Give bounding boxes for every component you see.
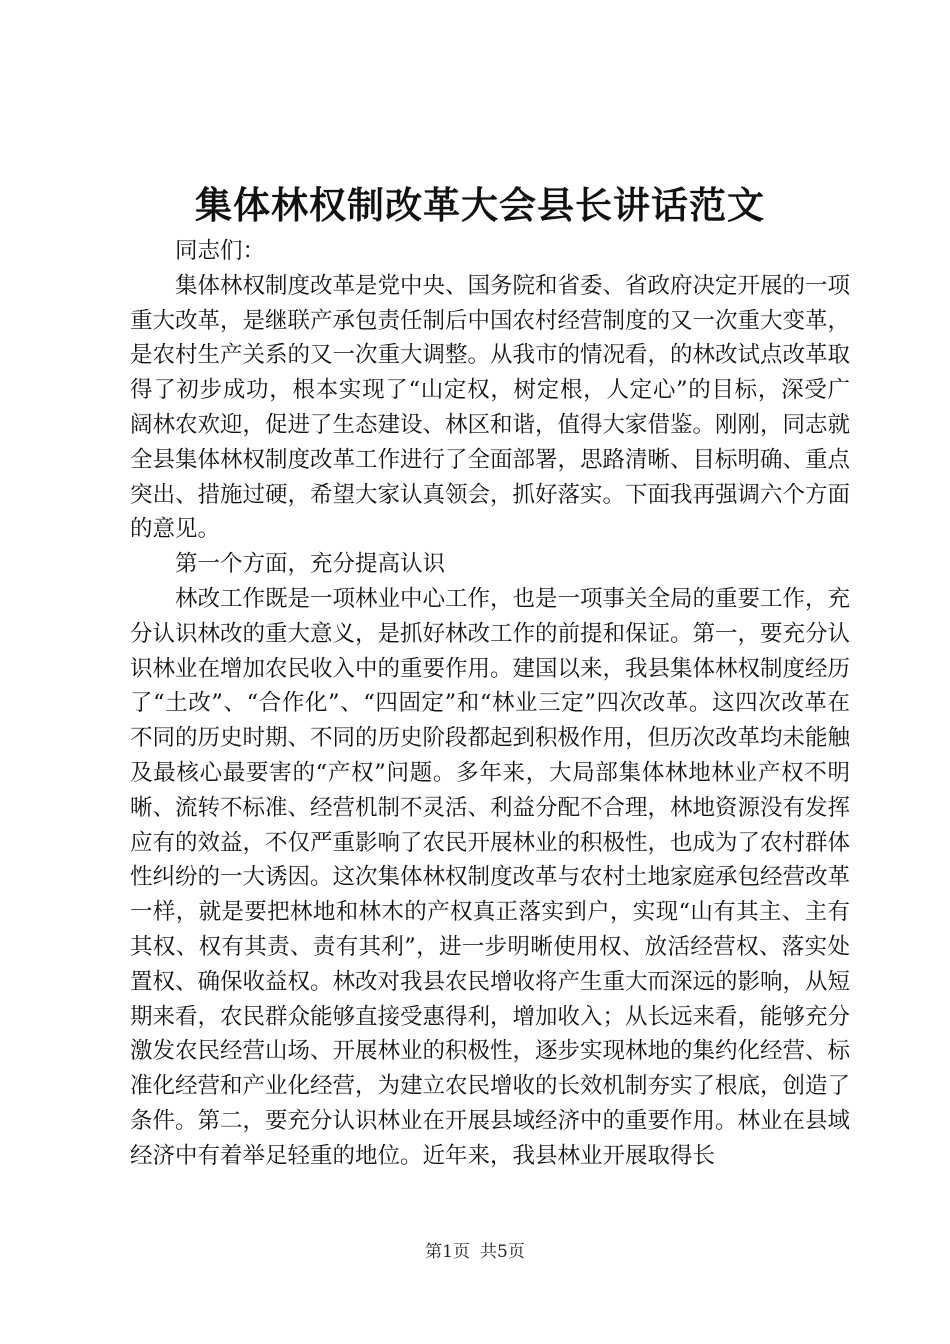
page-footer [0, 1240, 950, 1264]
paragraph: 林改工作既是一项林业中心工作，也是一项事关全局的重要工作，充分认识林改的重大意义，是抓好林改工作的前提和保证。第一，要充分认识林业在增加农民收入中的重要作用。建国以来，我县集体林权制度经历了“土改”、“合作化”、“四固定”和“林业三定”四次改革。这四次改革在不同的历史时期、不同的历史阶段都起到积极作用，但历次改革均未能触及最核心最要害的“产权”问题。多年来，大局部集体林地林业产权不明晰、流转不标准、经营机制不灵活、利益分配不合理，林地资源没有发挥应有的效益，不仅严重影响了农民开展林业的积极性，也成为了农村群体性纠纷的一大诱因。这次集体林权制度改革与农村土地家庭承包经营改革一样，就是要把林地和林木的产权真正落实到户，实现“山有其主、主有其权、权有其责、责有其利”，进一步明晰使用权、放活经营权、落实处置权、确保收益权。林改对我县农民增收将产生重大而深远的影响，从短期来看，农民群众能够直接受惠得利，增加收入；从长远来看，能够充分激发农民经营山场、开展林业的积极性，逐步实现林地的集约化经营、标准化经营和产业化经营，为建立农民增收的长效机制夯实了根底，创造了条件。第二，要充分认识林业在开展县域经济中的重要作用。林业在县域经济中有着举足轻重的地位。近年来，我县林业开展取得长 [130, 585, 851, 1169]
section-heading: 第一个方面，充分提高认识 [175, 551, 446, 578]
paragraph: 集体林权制度改革是党中央、国务院和省委、省政府决定开展的一项重大改革，是继联产承包责任制后中国农村经营制度的又一次重大变革，是农村生产关系的又一次重大调整。从我市的情况看，的林改试点改革取得了初步成功，根本实现了“山定权，树定根，人定心”的目标，深受广阔林农欢迎，促进了生态建设、林区和谐，值得大家借鉴。刚刚，同志就全县集体林权制度改革工作进行了全面部署，思路清晰、目标明确、重点突出、措施过硬，希望大家认真领会，抓好落实。下面我再强调六个方面的意见。 [130, 272, 851, 543]
salutation: 同志们： [175, 238, 266, 264]
page-number-current: 第1页 [425, 1242, 470, 1262]
page-number-total: 共5页 [480, 1242, 525, 1262]
document-title: 集体林权制改革大会县长讲话范文 [195, 183, 765, 227]
document-body [130, 234, 850, 1174]
